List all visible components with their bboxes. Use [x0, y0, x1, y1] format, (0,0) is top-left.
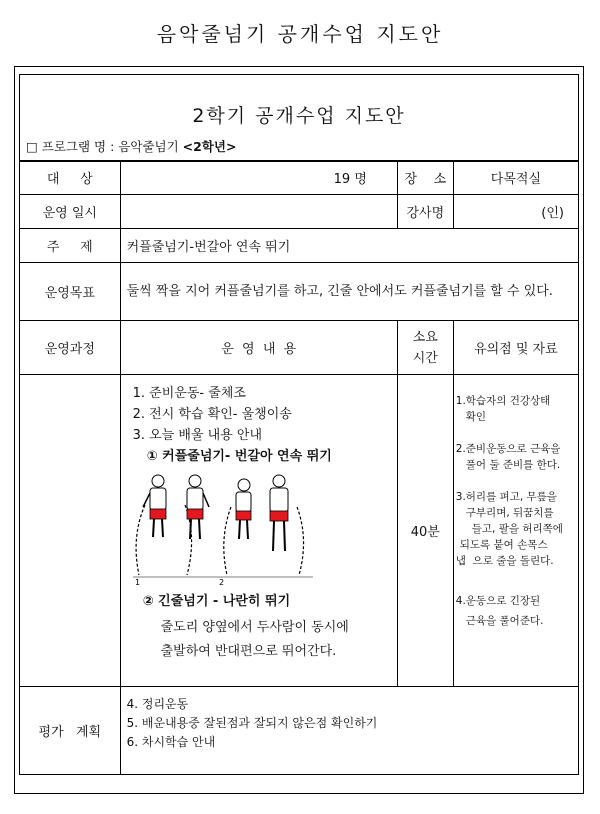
- figure-jumper-4: [270, 475, 288, 551]
- eval-label: 평가 계획: [20, 687, 121, 775]
- row-target: [20, 161, 579, 195]
- place-label: 장 소: [397, 161, 453, 195]
- content-header: 운 영 내 용: [120, 321, 397, 375]
- rope-left-2: [223, 507, 230, 575]
- note-line: 냅 으로 줄을 돌린다.: [455, 555, 554, 567]
- content-item-1: 1. 준비운동- 줄체조: [132, 386, 246, 401]
- jump-rope-illustration: [127, 467, 391, 587]
- document-title: 음악줄넘기 공개수업 지도안: [156, 22, 444, 46]
- content-sub-1: ① 커플줄넘기- 번갈아 연속 뛰기: [146, 449, 332, 464]
- note-line: 구부리며, 뒤꿈치를: [465, 507, 554, 519]
- note-line: 근육을 풀어준다.: [465, 615, 544, 627]
- content-desc: 줄도리 양옆에서 두사람이 동시에 출발하여 반대편으로 뛰어간다.: [160, 620, 349, 659]
- eval-content: [120, 687, 578, 775]
- figure-label-1: 1: [134, 578, 140, 587]
- note-line: 되도록 붙여 손목스: [459, 539, 548, 551]
- rope-left-1: [136, 505, 145, 575]
- figure-jumper-3: [236, 479, 251, 539]
- row-eval: [20, 687, 579, 775]
- target-value: 19 명: [120, 161, 397, 195]
- lesson-plan-table: [19, 160, 579, 775]
- row-goal: [20, 263, 579, 321]
- topic-value: 커플줄넘기-번갈아 연속 뛰기: [120, 229, 578, 263]
- eval-item-4: 4. 정리운동: [126, 697, 189, 711]
- goal-label: 운영목표: [20, 263, 121, 321]
- date-value: [120, 195, 397, 229]
- row-date: [20, 195, 579, 229]
- notes-header: 유의점 및 자료: [453, 321, 578, 375]
- topic-label: 주 제: [20, 229, 121, 263]
- note-line: 확인: [465, 411, 487, 423]
- rope-right-2: [297, 507, 304, 575]
- note-line: 3.허리를 펴고, 무릎을: [455, 491, 557, 503]
- program-grade: <2학년>: [182, 139, 237, 154]
- content-item-2: 2. 전시 학습 확인- 울챙이송: [132, 407, 292, 422]
- content-sub-2: ② 긴줄넘기 - 나란히 뛰기: [142, 594, 291, 609]
- instructor-label: 강사명: [397, 195, 453, 229]
- time-value: 40분: [397, 375, 453, 687]
- note-line: 2.준비운동으로 근육을: [455, 443, 561, 455]
- plan-header-block: [19, 74, 579, 162]
- process-cell: [20, 375, 121, 687]
- target-label: 대 상: [20, 161, 121, 195]
- inner-title: 2학기 공개수업 지도안: [192, 105, 406, 127]
- goal-value: 둘씩 짝을 지어 커플줄넘기를 하고, 긴줄 안에서도 커플줄넘기를 할 수 있다.: [120, 263, 578, 321]
- row-main: [20, 375, 579, 687]
- note-line: 1.학습자의 건강상태: [455, 395, 551, 407]
- content-item-3: 3. 오늘 배울 내용 안내: [132, 428, 263, 443]
- program-name: □ 프로그램 명 : 음악줄넘기 <2학년>: [26, 139, 237, 154]
- notes-cell: [453, 375, 578, 687]
- eval-item-6: 6. 차시학습 안내: [126, 735, 216, 749]
- note-line: 4.운동으로 긴장된: [455, 595, 541, 607]
- note-line: 풀어 둘 준비를 한다.: [465, 459, 561, 471]
- row-topic: [20, 229, 579, 263]
- jump-rope-figures-svg: [127, 467, 317, 587]
- eval-item-5: 5. 배운내용중 잘된점과 잘되지 않은점 확인하기: [126, 716, 378, 730]
- time-header: 소요 시간: [397, 321, 453, 375]
- content-cell: [120, 375, 397, 687]
- process-header: 운영과정: [20, 321, 121, 375]
- figure-jumper-1: [143, 475, 166, 537]
- figure-jumper-2: [187, 475, 209, 539]
- instructor-value: (인): [453, 195, 578, 229]
- place-value: 다목적실: [453, 161, 578, 195]
- note-line: 들고, 팔을 허리쪽에: [471, 523, 563, 535]
- figure-label-2: 2: [218, 578, 224, 587]
- row-column-header: [20, 321, 579, 375]
- date-label: 운영 일시: [20, 195, 121, 229]
